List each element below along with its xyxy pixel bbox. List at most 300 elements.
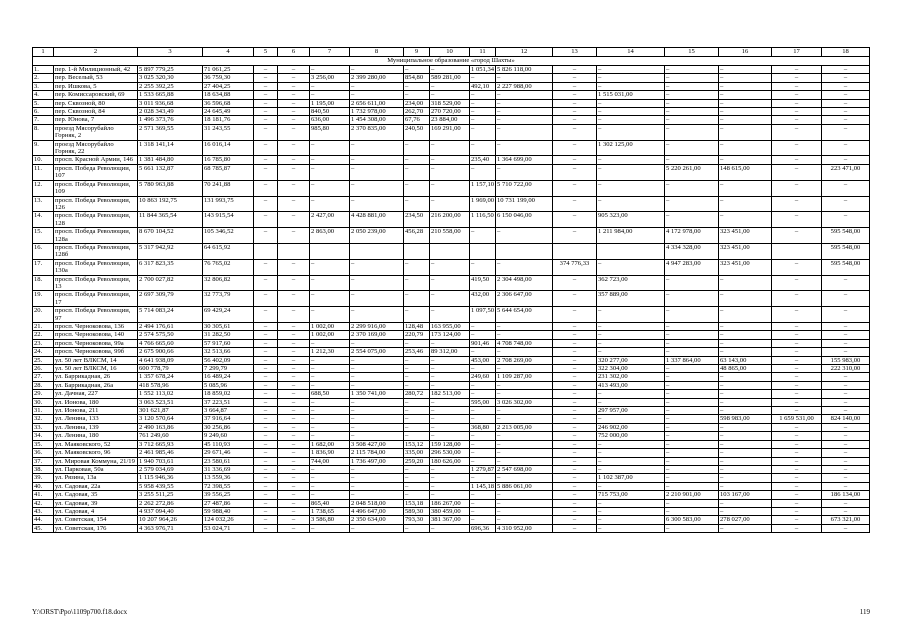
value-cell: 5 958 439,55 xyxy=(138,482,203,490)
value-cell: – xyxy=(278,482,310,490)
value-cell: – xyxy=(719,499,772,507)
value-cell: – xyxy=(597,390,665,398)
value-cell: – xyxy=(254,196,278,212)
value-cell: 1 115 946,36 xyxy=(138,474,203,482)
value-cell: – xyxy=(665,365,719,373)
value-cell: – xyxy=(310,339,350,347)
value-cell: 155 983,00 xyxy=(822,356,870,364)
value-cell: 322 304,00 xyxy=(597,365,665,373)
table-row xyxy=(33,82,870,90)
value-cell: – xyxy=(254,99,278,107)
value-cell: – xyxy=(772,339,822,347)
address-cell: ул. Ленина, 139 xyxy=(54,423,138,431)
value-cell: – xyxy=(278,124,310,140)
value-cell: 70 241,88 xyxy=(203,180,254,196)
value-cell: – xyxy=(772,164,822,180)
value-cell: – xyxy=(822,423,870,431)
table-row xyxy=(33,398,870,406)
value-cell: 29 671,46 xyxy=(203,449,254,457)
value-cell: 3 011 936,68 xyxy=(138,99,203,107)
address-cell: просп. Победа Революции, 107 xyxy=(54,164,138,180)
value-cell: – xyxy=(278,474,310,482)
value-cell: 636,00 xyxy=(310,116,350,124)
value-cell: – xyxy=(278,82,310,90)
value-cell: 16 785,80 xyxy=(203,156,254,164)
value-cell: – xyxy=(553,108,597,116)
value-cell: – xyxy=(719,381,772,389)
value-cell: 1 211 984,00 xyxy=(597,228,665,244)
table-row xyxy=(33,91,870,99)
address-cell: ул. Садовая, 4 xyxy=(54,507,138,515)
data-table xyxy=(32,47,870,533)
value-cell: – xyxy=(430,66,470,74)
value-cell: – xyxy=(553,474,597,482)
value-cell: – xyxy=(404,140,430,156)
value-cell: 673 321,00 xyxy=(822,516,870,524)
value-cell: – xyxy=(470,164,496,180)
value-cell: – xyxy=(822,331,870,339)
address-cell: ул. Советская, 176 xyxy=(54,524,138,532)
value-cell: 235,40 xyxy=(470,156,496,164)
value-cell: – xyxy=(278,457,310,465)
value-cell: 2 370 169,00 xyxy=(350,331,404,339)
page-number: 119 xyxy=(859,608,870,616)
value-cell: 453,00 xyxy=(470,356,496,364)
table-row xyxy=(33,164,870,180)
value-cell: 278 027,00 xyxy=(719,516,772,524)
value-cell: 280,72 xyxy=(404,390,430,398)
value-cell: – xyxy=(719,440,772,448)
value-cell: – xyxy=(350,275,404,291)
value-cell: – xyxy=(254,348,278,356)
value-cell: – xyxy=(496,474,553,482)
address-cell: ул. Ионова, 211 xyxy=(54,407,138,415)
table-row xyxy=(33,507,870,515)
value-cell: 1 357 678,24 xyxy=(138,373,203,381)
value-cell: – xyxy=(278,331,310,339)
value-cell: – xyxy=(665,474,719,482)
column-number: 3 xyxy=(138,48,203,57)
value-cell: 89 312,00 xyxy=(430,348,470,356)
column-number: 14 xyxy=(597,48,665,57)
table-row xyxy=(33,339,870,347)
value-cell: – xyxy=(719,407,772,415)
table-row xyxy=(33,449,870,457)
value-cell: – xyxy=(665,507,719,515)
value-cell: 220,79 xyxy=(404,331,430,339)
value-cell: 5 085,96 xyxy=(203,381,254,389)
value-cell: – xyxy=(430,291,470,307)
value-cell: – xyxy=(719,156,772,164)
value-cell: – xyxy=(822,499,870,507)
value-cell: 5 710 722,00 xyxy=(496,180,553,196)
value-cell: 418 578,96 xyxy=(138,381,203,389)
value-cell: – xyxy=(597,124,665,140)
value-cell: – xyxy=(553,307,597,323)
value-cell: – xyxy=(278,381,310,389)
value-cell: 715 753,00 xyxy=(597,491,665,499)
value-cell xyxy=(553,243,597,259)
value-cell: – xyxy=(553,212,597,228)
row-number-cell: 19. xyxy=(33,291,54,307)
value-cell: – xyxy=(719,196,772,212)
value-cell: 4 496 647,00 xyxy=(350,507,404,515)
table-row xyxy=(33,243,870,259)
row-number-cell: 36. xyxy=(33,449,54,457)
value-cell: – xyxy=(310,381,350,389)
value-cell: – xyxy=(772,390,822,398)
value-cell: – xyxy=(665,74,719,82)
value-cell: – xyxy=(719,449,772,457)
value-cell: 4 641 938,09 xyxy=(138,356,203,364)
value-cell: – xyxy=(350,196,404,212)
value-cell: 595 548,00 xyxy=(822,243,870,259)
value-cell: – xyxy=(254,407,278,415)
value-cell: 3 508 427,00 xyxy=(350,440,404,448)
value-cell: 5 826 118,00 xyxy=(496,66,553,74)
table-row xyxy=(33,180,870,196)
value-cell: – xyxy=(822,124,870,140)
value-cell: 985,80 xyxy=(310,124,350,140)
row-number-cell: 7. xyxy=(33,116,54,124)
value-cell: 169 291,00 xyxy=(430,124,470,140)
value-cell: – xyxy=(665,156,719,164)
value-cell: – xyxy=(404,465,430,473)
value-cell: – xyxy=(254,365,278,373)
value-cell: – xyxy=(404,474,430,482)
value-cell: 53 024,71 xyxy=(203,524,254,532)
value-cell: – xyxy=(350,259,404,275)
value-cell: – xyxy=(665,440,719,448)
value-cell: – xyxy=(665,407,719,415)
value-cell: – xyxy=(822,156,870,164)
value-cell: – xyxy=(772,407,822,415)
value-cell: – xyxy=(254,507,278,515)
value-cell: – xyxy=(772,108,822,116)
value-cell: – xyxy=(597,99,665,107)
value-cell: 4 937 094,40 xyxy=(138,507,203,515)
value-cell: – xyxy=(719,339,772,347)
value-cell: – xyxy=(665,423,719,431)
value-cell: 793,30 xyxy=(404,516,430,524)
value-cell: – xyxy=(430,398,470,406)
column-number: 4 xyxy=(203,48,254,57)
value-cell: – xyxy=(719,140,772,156)
value-cell: 131 993,75 xyxy=(203,196,254,212)
value-cell: 18 634,88 xyxy=(203,91,254,99)
value-cell: – xyxy=(278,108,310,116)
row-number-cell: 25. xyxy=(33,356,54,364)
value-cell: – xyxy=(404,66,430,74)
value-cell: – xyxy=(310,524,350,532)
value-cell: 1 682,00 xyxy=(310,440,350,448)
value-cell: – xyxy=(772,116,822,124)
value-cell: – xyxy=(772,507,822,515)
value-cell: – xyxy=(430,407,470,415)
value-cell: – xyxy=(772,259,822,275)
value-cell: 688,50 xyxy=(310,390,350,398)
value-cell: – xyxy=(254,440,278,448)
value-cell: 1 337 864,00 xyxy=(665,356,719,364)
value-cell: – xyxy=(772,124,822,140)
value-cell: – xyxy=(553,180,597,196)
value-cell: – xyxy=(719,108,772,116)
value-cell: 72 398,55 xyxy=(203,482,254,490)
row-number-cell: 5. xyxy=(33,99,54,107)
row-number-cell: 12. xyxy=(33,180,54,196)
value-cell: 368,80 xyxy=(470,423,496,431)
value-cell: 2 350 634,00 xyxy=(350,516,404,524)
value-cell: 128,48 xyxy=(404,323,430,331)
value-cell: 59 988,40 xyxy=(203,507,254,515)
value-cell: – xyxy=(430,381,470,389)
row-number-cell: 8. xyxy=(33,124,54,140)
address-cell: пер. Сквозной, 84 xyxy=(54,108,138,116)
value-cell: – xyxy=(553,524,597,532)
table-row xyxy=(33,457,870,465)
row-number-cell: 11. xyxy=(33,164,54,180)
value-cell xyxy=(278,243,310,259)
value-cell: – xyxy=(404,164,430,180)
row-number-cell: 26. xyxy=(33,365,54,373)
column-number: 8 xyxy=(350,48,404,57)
value-cell: 210 558,00 xyxy=(430,228,470,244)
value-cell: – xyxy=(430,482,470,490)
value-cell: – xyxy=(665,449,719,457)
value-cell: – xyxy=(553,66,597,74)
value-cell: – xyxy=(430,339,470,347)
value-cell: 6 317 823,35 xyxy=(138,259,203,275)
value-cell: – xyxy=(350,432,404,440)
value-cell: – xyxy=(597,74,665,82)
value-cell: 143 915,54 xyxy=(203,212,254,228)
value-cell: – xyxy=(665,291,719,307)
value-cell: – xyxy=(553,423,597,431)
value-cell: – xyxy=(350,339,404,347)
value-cell: – xyxy=(719,507,772,515)
value-cell: – xyxy=(310,307,350,323)
value-cell: – xyxy=(254,116,278,124)
row-number-cell: 29. xyxy=(33,390,54,398)
value-cell: – xyxy=(404,423,430,431)
value-cell: – xyxy=(310,140,350,156)
value-cell: – xyxy=(404,356,430,364)
value-cell: – xyxy=(470,365,496,373)
value-cell xyxy=(470,243,496,259)
value-cell: 901,46 xyxy=(470,339,496,347)
value-cell: 1 145,18 xyxy=(471,482,495,490)
value-cell: 2 050 239,00 xyxy=(350,228,404,244)
value-cell: – xyxy=(665,108,719,116)
row-number-cell: 15. xyxy=(33,228,54,244)
row-number-cell: 6. xyxy=(33,108,54,116)
address-cell: ул. Баррикадная, 26 xyxy=(54,373,138,381)
row-number-cell: 18. xyxy=(33,275,54,291)
value-cell: – xyxy=(719,74,772,82)
address-cell: ул. Дачная, 227 xyxy=(54,390,138,398)
value-cell: 48 865,00 xyxy=(719,365,772,373)
value-cell: – xyxy=(470,432,496,440)
value-cell: – xyxy=(350,156,404,164)
value-cell: 301 621,87 xyxy=(138,407,203,415)
value-cell: 253,46 xyxy=(404,348,430,356)
value-cell xyxy=(404,243,430,259)
value-cell: – xyxy=(597,116,665,124)
value-cell: – xyxy=(772,482,822,490)
value-cell: – xyxy=(254,259,278,275)
value-cell: – xyxy=(278,398,310,406)
value-cell: 2 028 343,49 xyxy=(138,108,203,116)
value-cell: – xyxy=(553,507,597,515)
value-cell: – xyxy=(496,259,553,275)
value-cell: 31 282,50 xyxy=(203,331,254,339)
value-cell: – xyxy=(496,99,553,107)
value-cell: 153,12 xyxy=(404,440,430,448)
value-cell: – xyxy=(822,339,870,347)
value-cell: 32 513,66 xyxy=(203,348,254,356)
value-cell: 2 490 163,86 xyxy=(138,423,203,431)
value-cell: 374 776,33 xyxy=(553,259,597,275)
value-cell: – xyxy=(430,423,470,431)
value-cell: – xyxy=(278,66,310,74)
column-number: 18 xyxy=(822,48,870,57)
value-cell: – xyxy=(822,66,870,74)
value-cell: – xyxy=(470,407,496,415)
value-cell: – xyxy=(310,423,350,431)
value-cell: 163 955,00 xyxy=(430,323,470,331)
value-cell: – xyxy=(665,124,719,140)
value-cell: – xyxy=(719,348,772,356)
value-cell: – xyxy=(496,415,553,423)
column-number: 2 xyxy=(54,48,138,57)
row-number-cell: 34. xyxy=(33,432,54,440)
value-cell: – xyxy=(254,398,278,406)
table-row xyxy=(33,390,870,398)
value-cell: – xyxy=(597,398,665,406)
value-cell: – xyxy=(254,156,278,164)
value-cell: 413 493,00 xyxy=(597,381,665,389)
value-cell: 2 304 498,00 xyxy=(496,275,553,291)
value-cell: 854,80 xyxy=(404,74,430,82)
value-cell: 182 513,00 xyxy=(430,390,470,398)
value-cell: – xyxy=(404,415,430,423)
value-cell: – xyxy=(350,398,404,406)
table-row xyxy=(33,365,870,373)
value-cell: – xyxy=(496,323,553,331)
value-cell: – xyxy=(310,82,350,90)
column-number: 15 xyxy=(665,48,719,57)
value-cell: – xyxy=(597,331,665,339)
value-cell: – xyxy=(719,180,772,196)
value-cell: – xyxy=(350,465,404,473)
value-cell: – xyxy=(772,499,822,507)
value-cell: – xyxy=(496,516,553,524)
value-cell: – xyxy=(278,228,310,244)
value-cell: 600 778,79 xyxy=(138,365,203,373)
value-cell: – xyxy=(278,156,310,164)
value-cell: – xyxy=(310,482,350,490)
value-cell: – xyxy=(496,331,553,339)
value-cell: – xyxy=(430,164,470,180)
value-cell: – xyxy=(553,398,597,406)
value-cell: – xyxy=(772,516,822,524)
value-cell: – xyxy=(278,432,310,440)
address-cell: ул. Парковая, 50а xyxy=(54,465,138,473)
value-cell: – xyxy=(597,465,665,473)
value-cell: – xyxy=(597,66,665,74)
value-cell: – xyxy=(430,465,470,473)
table-row xyxy=(33,66,870,74)
row-number-cell: 17. xyxy=(33,259,54,275)
value-cell: 10 863 192,75 xyxy=(138,196,203,212)
value-cell: – xyxy=(470,499,496,507)
value-cell: 6 300 583,00 xyxy=(665,516,719,524)
value-cell: – xyxy=(665,499,719,507)
value-cell: – xyxy=(772,66,822,74)
address-cell: пер. Юнова, 7 xyxy=(54,116,138,124)
value-cell: – xyxy=(310,291,350,307)
row-number-cell: 44. xyxy=(33,516,54,524)
value-cell: – xyxy=(254,339,278,347)
address-cell: пер. Веселый, 53 xyxy=(54,74,138,82)
value-cell: – xyxy=(553,140,597,156)
value-cell: 1 969,00 xyxy=(470,196,496,212)
value-cell: – xyxy=(310,407,350,415)
value-cell: – xyxy=(597,259,665,275)
value-cell: 5 317 942,92 xyxy=(138,243,203,259)
value-cell: 865,40 xyxy=(310,499,350,507)
value-cell: – xyxy=(278,116,310,124)
value-cell: – xyxy=(470,116,496,124)
value-cell: – xyxy=(822,373,870,381)
row-number-cell: 16. xyxy=(33,243,54,259)
value-cell: – xyxy=(470,440,496,448)
value-cell: 595 548,00 xyxy=(822,228,870,244)
value-cell: – xyxy=(496,164,553,180)
value-cell: – xyxy=(822,474,870,482)
value-cell: – xyxy=(404,482,430,490)
value-cell: – xyxy=(404,398,430,406)
table-row xyxy=(33,228,870,244)
value-cell: 3 063 523,51 xyxy=(138,398,203,406)
value-cell: 262,70 xyxy=(404,108,430,116)
value-cell: – xyxy=(772,140,822,156)
value-cell: – xyxy=(470,381,496,389)
row-number-cell: 43. xyxy=(33,507,54,515)
value-cell: – xyxy=(719,66,772,74)
row-number-cell: 3. xyxy=(33,82,54,90)
value-cell: 4 334 328,00 xyxy=(665,243,719,259)
row-number-cell: 23. xyxy=(33,339,54,347)
address-cell: ул. Садовая, 22а xyxy=(54,482,138,490)
value-cell: 16 016,14 xyxy=(203,140,254,156)
row-number-cell: 21. xyxy=(33,323,54,331)
value-cell: – xyxy=(254,524,278,532)
value-cell: – xyxy=(278,339,310,347)
value-cell: – xyxy=(553,74,597,82)
row-number-cell: 30. xyxy=(33,398,54,406)
value-cell: – xyxy=(496,381,553,389)
value-cell xyxy=(772,243,822,259)
address-cell: просп. Черноковова, 99а xyxy=(54,339,138,347)
value-cell: – xyxy=(822,180,870,196)
address-cell: ул. Ионова, 180 xyxy=(54,398,138,406)
value-cell: 357 889,00 xyxy=(597,291,665,307)
value-cell: 419,50 xyxy=(470,275,496,291)
value-cell: 1 051,34 xyxy=(471,66,495,73)
row-number-cell: 40. xyxy=(33,482,54,490)
value-cell: – xyxy=(665,82,719,90)
